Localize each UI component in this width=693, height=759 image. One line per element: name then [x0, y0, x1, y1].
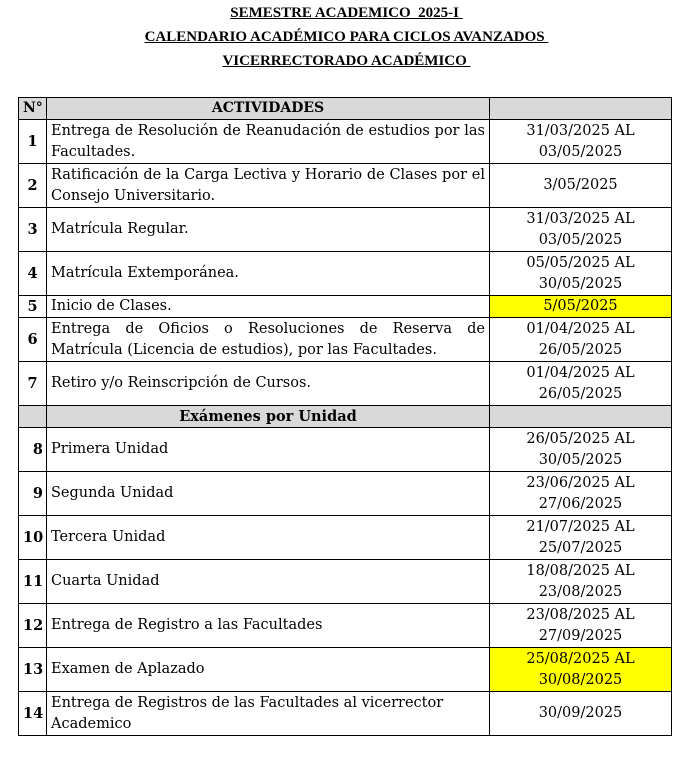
section-blank [19, 406, 47, 428]
table-row [19, 648, 672, 692]
row-activity: Inicio de Clases. [47, 296, 490, 318]
table-row [19, 560, 672, 604]
row-activity: Ratificación de la Carga Lectiva y Horario de Clases por el Consejo Universitario. [47, 164, 490, 208]
row-num: 5 [19, 296, 47, 318]
table-row [19, 318, 672, 362]
header-activities: ACTIVIDADES [47, 98, 490, 120]
row-num: 7 [19, 362, 47, 406]
table-row [19, 428, 672, 472]
row-num: 11 [19, 560, 47, 604]
row-num: 13 [19, 648, 47, 692]
row-num: 3 [19, 208, 47, 252]
table-row [19, 472, 672, 516]
row-date: 23/08/2025 AL 27/09/2025 [490, 604, 672, 648]
row-activity: Primera Unidad [47, 428, 490, 472]
row-date: 30/09/2025 [490, 692, 672, 736]
row-num: 9 [19, 472, 47, 516]
row-num: 2 [19, 164, 47, 208]
row-date-highlighted: 5/05/2025 [490, 296, 672, 318]
row-activity: Examen de Aplazado [47, 648, 490, 692]
row-num: 1 [19, 120, 47, 164]
row-activity: Matrícula Extemporánea. [47, 252, 490, 296]
row-activity: Entrega de Registros de las Facultades al vicerrector Academico [47, 692, 490, 736]
row-activity: Entrega de Resolución de Reanudación de estudios por las Facultades. [47, 120, 490, 164]
table-row [19, 692, 672, 736]
header-dates [490, 98, 672, 120]
row-num: 8 [19, 428, 47, 472]
row-activity: Entrega de Registro a las Facultades [47, 604, 490, 648]
row-date: 31/03/2025 AL 03/05/2025 [490, 120, 672, 164]
title-calendar: CALENDARIO ACADÉMICO PARA CICLOS AVANZADOS [144, 29, 549, 45]
row-num: 4 [19, 252, 47, 296]
section-label: Exámenes por Unidad [47, 406, 490, 428]
row-num: 6 [19, 318, 47, 362]
row-date: 21/07/2025 AL 25/07/2025 [490, 516, 672, 560]
section-header-row [19, 406, 672, 428]
section-blank [490, 406, 672, 428]
row-date: 23/06/2025 AL 27/06/2025 [490, 472, 672, 516]
row-date: 01/04/2025 AL 26/05/2025 [490, 318, 672, 362]
row-date: 05/05/2025 AL 30/05/2025 [490, 252, 672, 296]
table-row [19, 164, 672, 208]
table-row [19, 516, 672, 560]
row-activity: Cuarta Unidad [47, 560, 490, 604]
row-activity: Tercera Unidad [47, 516, 490, 560]
table-row [19, 208, 672, 252]
row-activity: Retiro y/o Reinscripción de Cursos. [47, 362, 490, 406]
row-date-highlighted: 25/08/2025 AL 30/08/2025 [490, 648, 672, 692]
table-row [19, 296, 672, 318]
title-semester: SEMESTRE ACADEMICO 2025-I [230, 5, 463, 21]
row-activity: Matrícula Regular. [47, 208, 490, 252]
table-header-row [19, 98, 672, 120]
table-row [19, 604, 672, 648]
row-activity: Entrega de Oficios o Resoluciones de Reserva de Matrícula (Licencia de estudios), por las Facultades. [47, 318, 490, 362]
row-date: 18/08/2025 AL 23/08/2025 [490, 560, 672, 604]
table-row [19, 362, 672, 406]
row-activity: Segunda Unidad [47, 472, 490, 516]
table-row [19, 120, 672, 164]
row-num: 12 [19, 604, 47, 648]
title-vicerrectorado: VICERRECTORADO ACADÉMICO [222, 53, 471, 69]
header-num: N° [19, 98, 47, 120]
row-date: 26/05/2025 AL 30/05/2025 [490, 428, 672, 472]
row-date: 01/04/2025 AL 26/05/2025 [490, 362, 672, 406]
calendar-table [18, 97, 672, 736]
row-date: 3/05/2025 [490, 164, 672, 208]
row-date: 31/03/2025 AL 03/05/2025 [490, 208, 672, 252]
table-row [19, 252, 672, 296]
row-num: 14 [19, 692, 47, 736]
row-num: 10 [19, 516, 47, 560]
